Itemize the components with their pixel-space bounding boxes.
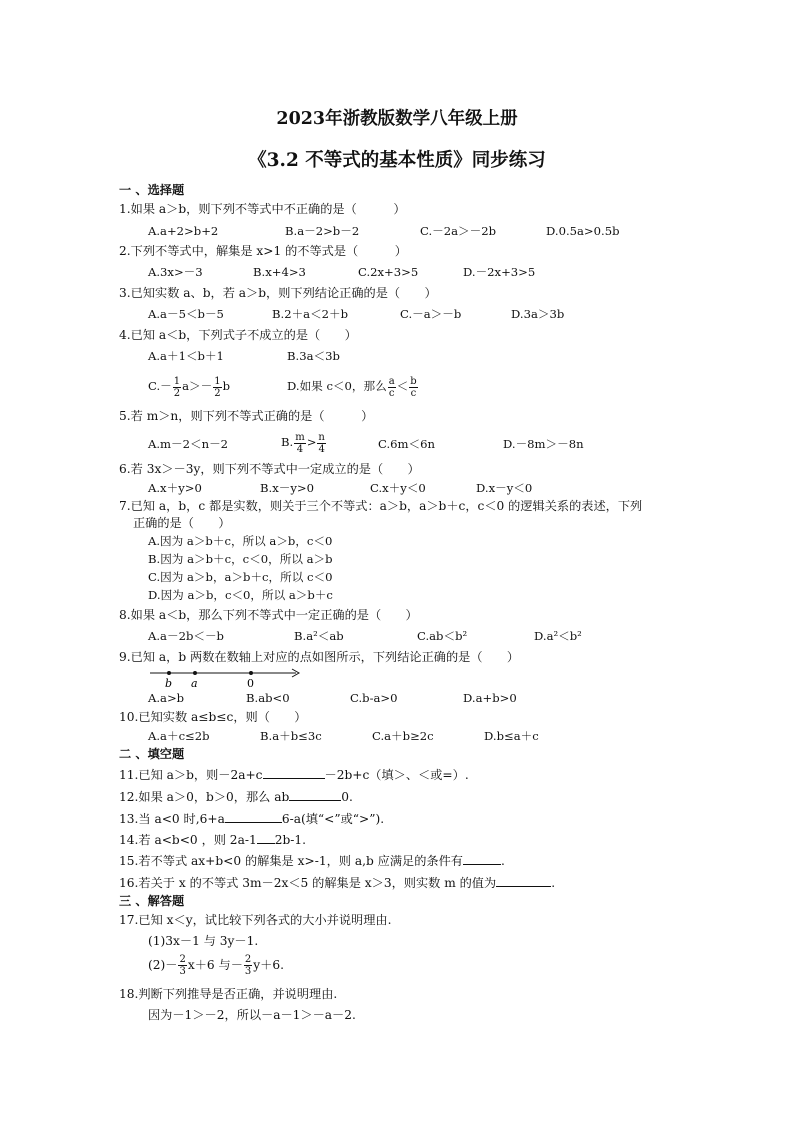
fraction: $\frac{n}{4}$ — [318, 431, 325, 455]
answer-blank[interactable] — [496, 874, 551, 887]
point-a — [193, 671, 197, 675]
q5-option-d: D.－8m＞－8n — [503, 437, 584, 451]
q3-option-b: B.2＋a＜2＋b — [272, 307, 349, 321]
label-a: a — [191, 677, 198, 690]
q8-option-b: B.a²＜ab — [294, 629, 344, 643]
q8-stem: 8.如果 a＜b，那么下列不等式中一定正确的是（ ） — [119, 608, 418, 622]
answer-blank[interactable] — [263, 766, 325, 779]
title-line-2: 《3.2 不等式的基本性质》同步练习 — [248, 150, 546, 171]
fraction: $\frac{b}{c}$ — [410, 375, 417, 399]
q2-option-c: C.2x+3>5 — [358, 265, 419, 279]
q9-option-b: B.ab<0 — [246, 691, 290, 705]
fraction: $\frac{2}{3}$ — [244, 954, 252, 977]
q5-option-c: C.6m＜6n — [378, 437, 435, 451]
q12: 12.如果 a＞0，b＞0，那么 ab 0. — [119, 790, 353, 804]
label-b: b — [165, 677, 173, 690]
q9-option-a: A.a>b — [148, 691, 185, 705]
q4-option-b: B.3a＜3b — [287, 349, 340, 363]
q14: 14.若 a<b<0 ，则 2a-1 2b-1. — [119, 833, 307, 847]
q7-option-b: B.因为 a＞b＋c，c＜0，所以 a＞b — [148, 552, 333, 566]
q7-option-d: D.因为 a＞b，c＜0，所以 a＞b＋c — [148, 588, 333, 602]
q6-stem: 6.若 3x＞－3y，则下列不等式中一定成立的是（ ） — [119, 462, 420, 476]
q6-option-d: D.x－y＜0 — [476, 481, 533, 495]
q1-stem: 1.如果 a＞b，则下列不等式中不正确的是（ ） — [119, 202, 406, 216]
q4-option-d: D.如果 c＜0，那么 $\frac{a}{c}$ ＜ $\frac{b}{c}$ — [287, 375, 417, 399]
q6-option-c: C.x＋y＜0 — [370, 481, 426, 495]
q17-part-1: (1)3x－1 与 3y－1. — [148, 934, 259, 948]
q9-option-d: D.a+b>0 — [463, 691, 517, 705]
section-fill-heading: 二 、填空题 — [119, 747, 185, 761]
fraction: $\frac{1}{2}$ — [173, 375, 181, 399]
answer-blank[interactable] — [289, 788, 341, 801]
q6-option-b: B.x－y>0 — [260, 481, 314, 495]
q8-option-c: C.ab＜b² — [417, 629, 468, 643]
q1-option-c: C.－2a＞－2b — [420, 224, 497, 238]
q16: 16.若关于 x 的不等式 3m－2x＜5 的解集是 x＞3，则实数 m 的值为 . — [119, 876, 556, 890]
q7-stem-line1: 7.已知 a，b，c 都是实数，则关于三个不等式：a＞b，a＞b＋c，c＜0 的逻辑关系的表述，下列 — [119, 499, 643, 513]
q1-option-a: A.a+2>b+2 — [148, 224, 219, 238]
q10-stem: 10.已知实数 a≤b≤c，则（ ） — [119, 710, 307, 724]
answer-blank[interactable] — [463, 852, 501, 865]
q10-option-a: A.a＋c≤2b — [148, 729, 210, 743]
q10-option-c: C.a＋b≥2c — [372, 729, 434, 743]
q1-option-b: B.a－2>b－2 — [285, 224, 360, 238]
q17-stem: 17.已知 x＜y，试比较下列各式的大小并说明理由. — [119, 913, 392, 927]
answer-blank[interactable] — [225, 810, 282, 823]
q13: 13.当 a<0 时,6+a 6-a(填“<”或“>”). — [119, 812, 385, 826]
q15: 15.若不等式 ax+b<0 的解集是 x>-1，则 a,b 应满足的条件有 . — [119, 854, 505, 868]
q5-option-a: A.m－2＜n－2 — [148, 437, 229, 451]
fraction: $\frac{2}{3}$ — [179, 954, 186, 977]
q2-option-d: D.－2x+3>5 — [463, 265, 536, 279]
q3-option-a: A.a－5＜b－5 — [148, 307, 224, 321]
section-solve-heading: 三 、解答题 — [119, 894, 185, 908]
fraction: $\frac{a}{c}$ — [388, 375, 395, 399]
q2-option-a: A.3x>－3 — [148, 265, 203, 279]
q5-stem: 5.若 m＞n，则下列不等式正确的是（ ） — [119, 409, 374, 423]
q8-option-a: A.a－2b＜－b — [148, 629, 224, 643]
fraction: $\frac{1}{2}$ — [214, 375, 221, 399]
q9-stem: 9.已知 a，b 两数在数轴上对应的点如图所示，下列结论正确的是（ ） — [119, 650, 520, 664]
q7-option-c: C.因为 a＞b，a＞b＋c，所以 c＜0 — [148, 570, 333, 584]
q4-option-c: C.－ $\frac{1}{2}$ a＞－ $\frac{1}{2}$ b — [148, 375, 231, 399]
label-zero: 0 — [247, 677, 254, 690]
point-b — [167, 671, 171, 675]
q7-stem-line2: 正确的是（ ） — [133, 516, 231, 530]
q9-option-c: C.b-a>0 — [350, 691, 398, 705]
q4-option-a: A.a＋1＜b＋1 — [148, 349, 224, 363]
section-choice-heading: 一 、选择题 — [119, 183, 185, 197]
q3-stem: 3.已知实数 a、b，若 a＞b，则下列结论正确的是（ ） — [119, 286, 437, 300]
q4-stem: 4.已知 a＜b，下列式子不成立的是（ ） — [119, 328, 357, 342]
q8-option-d: D.a²＜b² — [534, 629, 582, 643]
point-zero — [249, 671, 253, 675]
title-line-1: 2023年浙教版数学八年级上册 — [276, 109, 518, 129]
q3-option-c: C.－a＞－b — [400, 307, 462, 321]
q7-option-a: A.因为 a＞b＋c，所以 a＞b，c＜0 — [148, 534, 333, 548]
q5-option-b: B. $\frac{m}{4}$ > $\frac{n}{4}$ — [281, 431, 325, 455]
q1-option-d: D.0.5a>0.5b — [546, 224, 620, 238]
q18-line: 因为－1＞－2，所以－a－1＞－a－2. — [148, 1008, 356, 1022]
answer-blank[interactable] — [257, 831, 275, 844]
q2-option-b: B.x+4>3 — [253, 265, 306, 279]
q10-option-b: B.a＋b≤3c — [260, 729, 322, 743]
q3-option-d: D.3a＞3b — [511, 307, 565, 321]
q18-stem: 18.判断下列推导是否正确，并说明理由. — [119, 987, 338, 1001]
q6-option-a: A.x＋y>0 — [148, 481, 202, 495]
fraction: $\frac{m}{4}$ — [295, 431, 305, 455]
q2-stem: 2.下列不等式中，解集是 x>1 的不等式是（ ） — [119, 244, 407, 258]
q17-part-2: (2)－ $\frac{2}{3}$ x＋6 与－ $\frac{2}{3}$ y＋6. — [148, 954, 284, 977]
q11: 11.已知 a＞b，则－2a+c －2b+c（填＞、＜或=）. — [119, 768, 469, 782]
q10-option-d: D.b≤a＋c — [484, 729, 539, 743]
